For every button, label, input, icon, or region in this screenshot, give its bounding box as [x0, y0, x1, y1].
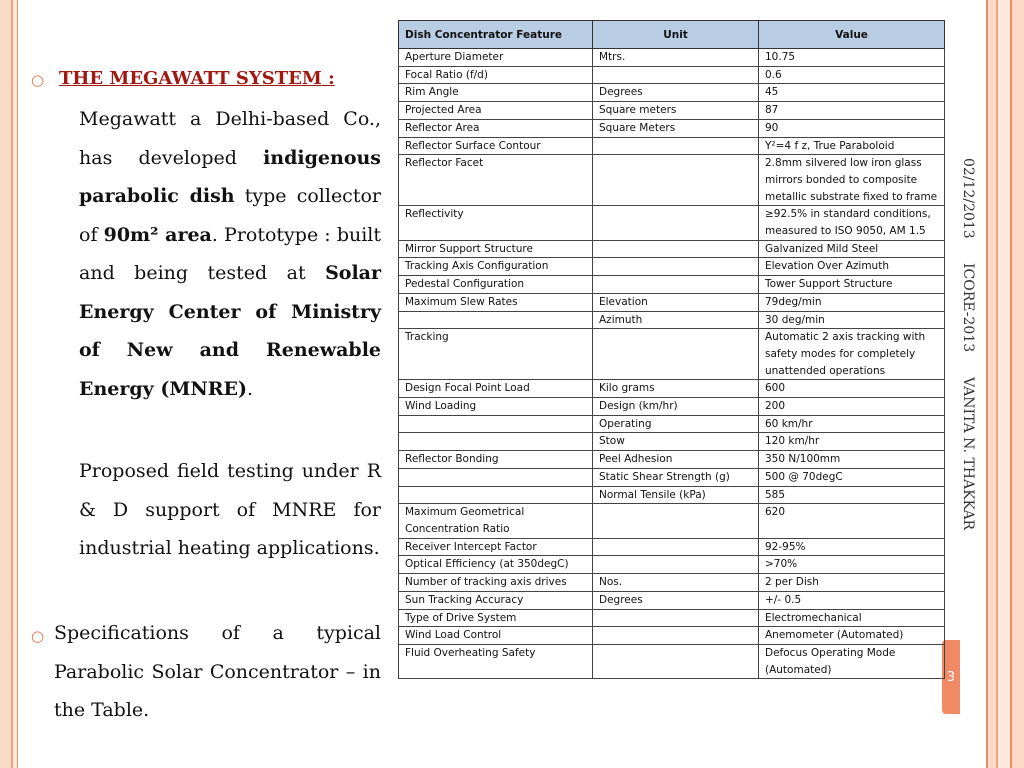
cell-value: 200: [759, 398, 945, 416]
table-row: [399, 155, 945, 206]
cell-value: 350 N/100mm: [759, 451, 945, 469]
table-row: [399, 468, 945, 486]
table-row: [399, 398, 945, 416]
cell-unit: Nos.: [593, 574, 759, 592]
para-text: Megawatt a Delhi-based Co., has developed: [79, 108, 381, 169]
cell-unit: Square Meters: [593, 119, 759, 137]
cell-feature: Reflector Area: [399, 119, 593, 137]
table-row: [399, 137, 945, 155]
cell-unit: [593, 504, 759, 538]
cell-value: 2.8mm silvered low iron glass mirrors bonded to composite metallic substrate fixed to frame: [759, 155, 945, 206]
cell-value: 120 km/hr: [759, 433, 945, 451]
cell-value: Automatic 2 axis tracking with safety modes for completely unattended operations: [759, 329, 945, 380]
cell-feature: Reflectivity: [399, 206, 593, 240]
cell-value: 90: [759, 119, 945, 137]
cell-feature: Reflector Surface Contour: [399, 137, 593, 155]
header-value: Value: [759, 21, 945, 49]
cell-unit: Design (km/hr): [593, 398, 759, 416]
cell-feature: Design Focal Point Load: [399, 380, 593, 398]
cell-value: Anemometer (Automated): [759, 627, 945, 645]
cell-unit: Azimuth: [593, 311, 759, 329]
specifications-table: [398, 20, 945, 679]
cell-value: ≥92.5% in standard conditions, measured to ISO 9050, AM 1.5: [759, 206, 945, 240]
cell-value: 600: [759, 380, 945, 398]
table-row: [399, 258, 945, 276]
cell-feature: Reflector Facet: [399, 155, 593, 206]
cell-value: Y²=4 f z, True Paraboloid: [759, 137, 945, 155]
specifications-table-container: [398, 20, 944, 746]
cell-value: Defocus Operating Mode (Automated): [759, 644, 945, 678]
table-row: [399, 49, 945, 67]
table-row: [399, 538, 945, 556]
cell-unit: [593, 206, 759, 240]
para-text: . Prototype : built and being tested at: [79, 223, 382, 284]
cell-feature: [399, 468, 593, 486]
table-body: [399, 49, 945, 679]
page-number: 3: [942, 640, 960, 714]
cell-unit: [593, 66, 759, 84]
cell-feature: Projected Area: [399, 102, 593, 120]
cell-unit: [593, 240, 759, 258]
cell-value: +/- 0.5: [759, 591, 945, 609]
cell-value: Galvanized Mild Steel: [759, 240, 945, 258]
footer-conference: ICORE-2013: [960, 263, 976, 353]
cell-feature: Receiver Intercept Factor: [399, 538, 593, 556]
table-row: [399, 433, 945, 451]
cell-unit: Square meters: [593, 102, 759, 120]
bullet-icon: ○: [31, 71, 45, 89]
table-row: [399, 451, 945, 469]
cell-value: 2 per Dish: [759, 574, 945, 592]
cell-feature: Tracking Axis Configuration: [399, 258, 593, 276]
para-bold: Solar Energy Center of Ministry of New and Renewable Energy (MNRE): [79, 262, 381, 400]
cell-value: 45: [759, 84, 945, 102]
table-row: [399, 276, 945, 294]
cell-feature: Maximum Slew Rates: [399, 293, 593, 311]
cell-unit: [593, 609, 759, 627]
cell-value: 60 km/hr: [759, 415, 945, 433]
header-unit: Unit: [593, 21, 759, 49]
cell-feature: [399, 433, 593, 451]
cell-value: 620: [759, 504, 945, 538]
table-row: [399, 609, 945, 627]
bullet-icon: ○: [31, 627, 45, 645]
table-row: [399, 293, 945, 311]
table-row: [399, 311, 945, 329]
para-bold: 90m² area: [103, 223, 212, 246]
table-row: [399, 627, 945, 645]
table-row: [399, 591, 945, 609]
cell-value: 500 @ 70degC: [759, 468, 945, 486]
header-feature: Dish Concentrator Feature: [399, 21, 593, 49]
table-row: [399, 574, 945, 592]
cell-value: 10.75: [759, 49, 945, 67]
para-text: type collector of: [79, 185, 381, 246]
side-footer: [950, 158, 976, 578]
section-heading: THE MEGAWATT SYSTEM :: [59, 68, 335, 89]
cell-unit: [593, 538, 759, 556]
cell-feature: Wind Load Control: [399, 627, 593, 645]
cell-unit: Stow: [593, 433, 759, 451]
cell-feature: Tracking: [399, 329, 593, 380]
table-row: [399, 415, 945, 433]
cell-value: 92-95%: [759, 538, 945, 556]
cell-feature: Rim Angle: [399, 84, 593, 102]
cell-feature: Type of Drive System: [399, 609, 593, 627]
cell-value: Elevation Over Azimuth: [759, 258, 945, 276]
table-row: [399, 556, 945, 574]
table-row: [399, 644, 945, 678]
cell-feature: [399, 311, 593, 329]
cell-unit: [593, 627, 759, 645]
cell-feature: Wind Loading: [399, 398, 593, 416]
cell-unit: Static Shear Strength (g): [593, 468, 759, 486]
table-row: [399, 504, 945, 538]
table-row: [399, 486, 945, 504]
cell-unit: [593, 155, 759, 206]
table-row: [399, 102, 945, 120]
cell-unit: [593, 644, 759, 678]
cell-feature: Reflector Bonding: [399, 451, 593, 469]
cell-value: 30 deg/min: [759, 311, 945, 329]
cell-unit: [593, 329, 759, 380]
table-row: [399, 66, 945, 84]
specifications-paragraph: Specifications of a typical Parabolic Solar Concentrator – in the Table.: [54, 622, 381, 721]
cell-value: Tower Support Structure: [759, 276, 945, 294]
cell-unit: Mtrs.: [593, 49, 759, 67]
cell-unit: [593, 276, 759, 294]
cell-value: 0.6: [759, 66, 945, 84]
table-row: [399, 380, 945, 398]
cell-unit: [593, 137, 759, 155]
cell-feature: Maximum Geometrical Concentration Ratio: [399, 504, 593, 538]
cell-feature: Optical Efficiency (at 350degC): [399, 556, 593, 574]
cell-value: 79deg/min: [759, 293, 945, 311]
cell-value: Electromechanical: [759, 609, 945, 627]
cell-feature: [399, 415, 593, 433]
cell-feature: Aperture Diameter: [399, 49, 593, 67]
cell-unit: Operating: [593, 415, 759, 433]
cell-value: >70%: [759, 556, 945, 574]
table-row: [399, 240, 945, 258]
footer-author: VANITA N. THAKKAR: [960, 376, 976, 530]
cell-feature: Number of tracking axis drives: [399, 574, 593, 592]
cell-value: 585: [759, 486, 945, 504]
footer-date: 02/12/2013: [960, 158, 976, 239]
para-bold: indigenous parabolic dish: [79, 146, 381, 207]
cell-feature: Fluid Overheating Safety: [399, 644, 593, 678]
cell-unit: Kilo grams: [593, 380, 759, 398]
cell-unit: Degrees: [593, 84, 759, 102]
cell-unit: Normal Tensile (kPa): [593, 486, 759, 504]
para-text: .: [247, 377, 254, 400]
cell-feature: Focal Ratio (f/d): [399, 66, 593, 84]
cell-unit: [593, 258, 759, 276]
cell-feature: Mirror Support Structure: [399, 240, 593, 258]
table-header-row: [399, 21, 945, 49]
table-row: [399, 206, 945, 240]
cell-unit: Peel Adhesion: [593, 451, 759, 469]
cell-unit: Elevation: [593, 293, 759, 311]
cell-unit: Degrees: [593, 591, 759, 609]
table-row: [399, 329, 945, 380]
cell-unit: [593, 556, 759, 574]
cell-feature: [399, 486, 593, 504]
cell-feature: Sun Tracking Accuracy: [399, 591, 593, 609]
table-row: [399, 84, 945, 102]
description-paragraph: [79, 100, 381, 408]
cell-value: 87: [759, 102, 945, 120]
testing-paragraph: Proposed field testing under R & D support of MNRE for industrial heating applications.: [79, 460, 381, 559]
table-row: [399, 119, 945, 137]
cell-feature: Pedestal Configuration: [399, 276, 593, 294]
